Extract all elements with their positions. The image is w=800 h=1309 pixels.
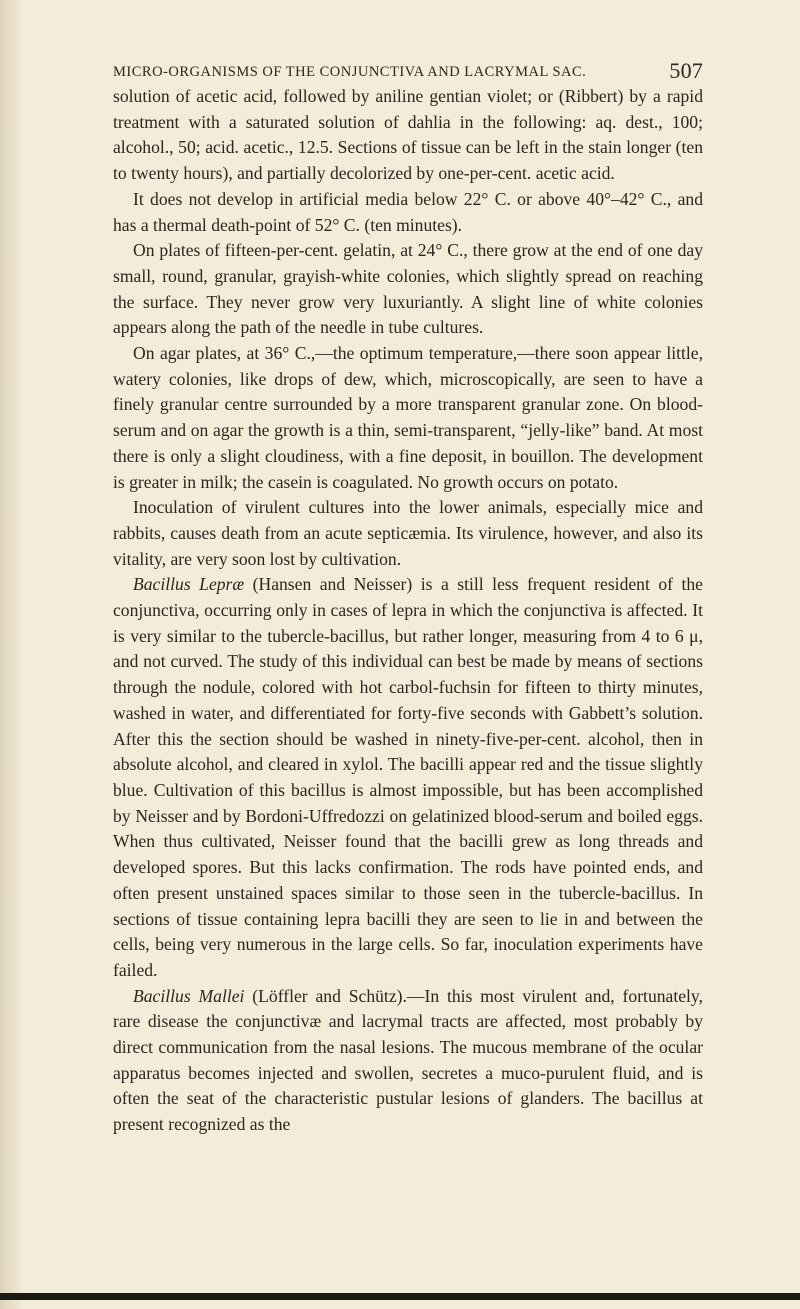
paragraph-bacillus-leprae	[113, 572, 703, 983]
paragraph: Inoculation of virulent cultures into the lower animals, especially mice and rabbits, causes death from an acute septicæmia. Its virulence, however, and also its vitality, are very soon lost by cultivation.	[113, 497, 703, 569]
species-name: Bacillus Mallei	[133, 985, 245, 1006]
species-name: Bacillus Lepræ	[133, 574, 245, 595]
paragraph: It does not develop in artificial media below 22° C. or above 40°–42° C., and has a thermal death-point of 52° C. (ten minutes).	[113, 188, 703, 235]
paragraph: solution of acetic acid, followed by aniline gentian violet; or (Ribbert) by a rapid treatment with a saturated solution of dahlia in the following: aq. dest., 100; alcohol., 50; acid. acetic., 12.5. Sections of tissue can be left in the stain longer (ten to twenty hours), and partially decolorized by one-per-cent. acetic acid.	[113, 86, 703, 184]
running-title: MICRO-ORGANISMS OF THE CONJUNCTIVA AND LACRYMAL SAC.	[113, 64, 587, 80]
page-gutter-shadow	[0, 0, 24, 1309]
body-text	[113, 84, 703, 1138]
paragraph-text: (Löffler and Schütz).—In this most virulent and, fortunately, rare disease the conjunctivæ and lacrymal tracts are affected, most probably by direct communication from the nasal lesions. The mucous membrane of the ocular apparatus becomes injected and swollen, secretes a muco-purulent fluid, and is often the seat of the characteristic pustular lesions of glanders. The bacillus at present recognized as the	[113, 985, 703, 1135]
paragraph-text: (Hansen and Neisser) is a still less frequent resident of the conjunctiva, occurring only in cases of lepra in which the conjunctiva is affected. It is very similar to the tubercle-bacillus, but rather longer, measuring from 4 to 6 μ, and not curved. The study of this individual can best be made by means of sections through the nodule, colored with hot carbol-fuchsin for fifteen to thirty minutes, washed in water, and differentiated for forty-five seconds with Gabbett’s solution. After this the section should be washed in ninety-five-per-cent. alcohol, then in absolute alcohol, and cleared in xylol. The bacilli appear red and the tissue slightly blue. Cultivation of this bacillus is almost impossible, but has been accomplished by Neisser and by Bordoni-Uffredozzi on gelatinized blood-serum and boiled eggs. When thus cultivated, Neisser found that the bacilli grew as long threads and developed spores. But this lacks confirmation. The rods have pointed ends, and often present unstained spaces similar to those seen in the tubercle-bacillus. In sections of tissue containing lepra bacilli they are seen to lie in and between the cells, being very numerous in the large cells. So far, inoculation experiments have failed.	[113, 574, 703, 980]
page-number: 507	[669, 58, 703, 83]
paragraph: On plates of fifteen-per-cent. gelatin, at 24° C., there grow at the end of one day small, round, granular, grayish-white colonies, which slightly spread on reaching the surface. They never grow very luxuriantly. A slight line of white colonies appears along the path of the needle in tube cultures.	[113, 240, 703, 338]
bottom-edge-rule	[0, 1293, 800, 1300]
paragraph-bacillus-mallei	[113, 984, 703, 1138]
paragraph: On agar plates, at 36° C.,—the optimum temperature,—there soon appear little, watery colonies, like drops of dew, which, microscopically, are seen to have a finely granular centre surrounded by a more transparent granular zone. On blood-serum and on agar the growth is a thin, semi-transparent, “jelly-like” band. At most there is only a slight cloudiness, with a fine deposit, in bouillon. The development is greater in milk; the casein is coagulated. No growth occurs on potato.	[113, 343, 703, 492]
